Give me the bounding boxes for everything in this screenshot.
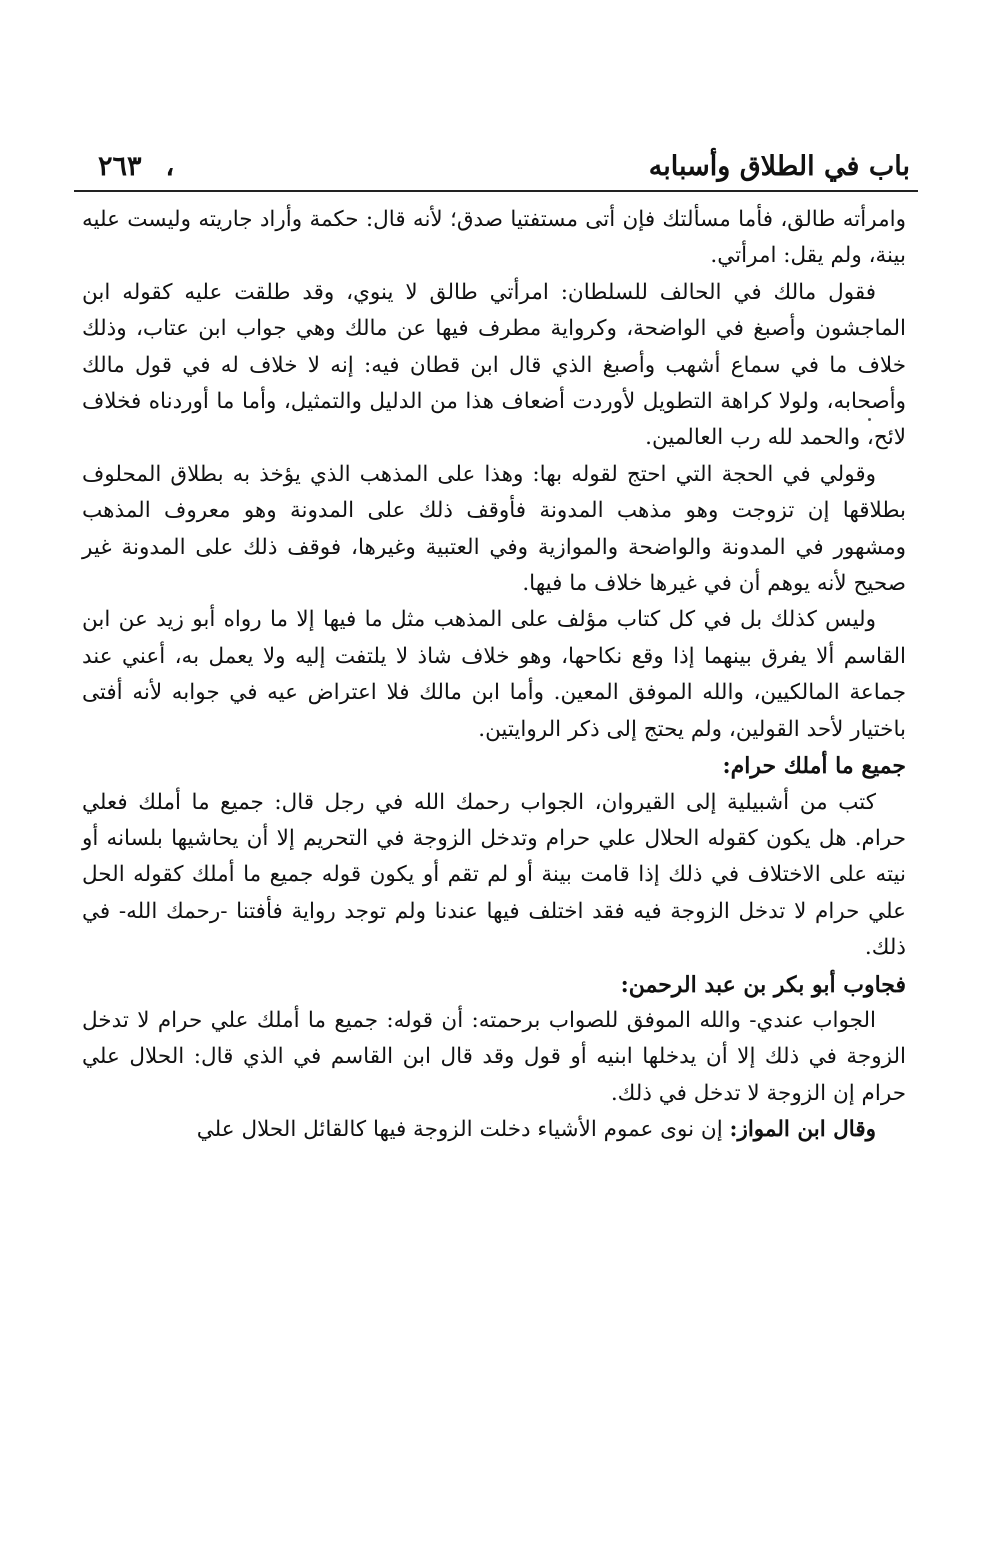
page-number: ٢٦٣ [98,151,142,182]
paragraph: وليس كذلك بل في كل كتاب مؤلف على المذهب مثل ما فيها إلا ما رواه أبو زيد عن ابن القاسم ألا يفرق بينهما إذا وقع نكاحها، وهو خلاف شاذ لا يلتفت إليه ولا يعمل به، أعني عند جماعة المالكيين، والله الموفق المعين. وأما ابن مالك فلا اعتراض عيه في جوابه لأنه أفتى باختيار لأحد القولين، ولم يحتج إلى ذكر الروايتين. [82,607,906,742]
margin-dot [868,418,871,421]
section-heading: جميع ما أملك حرام: [722,753,906,780]
body-text [82,202,906,1149]
header-mark: ، [165,151,175,182]
paragraph-text: إن نوى عموم الأشياء دخلت الزوجة فيها كالقائل الحلال علي [196,1117,730,1143]
chapter-title: باب في الطلاق وأسبابه [648,151,910,182]
paragraph [82,1112,906,1148]
page-number-group [98,150,174,184]
paragraph: كتب من أشبيلية إلى القيروان، الجواب رحمك الله في رجل قال: جميع ما أملك فعلي حرام. هل يكون كقوله الحلال علي حرام وتدخل الزوجة في التحريم إلا أن يحاشيها بلسانه أو نيته على الاختلاف في ذلك إذا قامت بينة أو لم تقم أو يكون قوله جميع ما أملك كقوله الحل علي حرام لا تدخل الزوجة فيه فقد اختلف فيها عندنا ولم توجد رواية فأفتنا -رحمك الله- في ذلك. [82,789,906,961]
paragraph: الجواب عندي- والله الموفق للصواب برحمته: أن قوله: جميع ما أملك علي حرام لا تدخل الزوجة في ذلك إلا أن يدخلها ابنيه أو قول وقد قال ابن القاسم في الذي قال: الحلال علي حرام إن الزوجة لا تدخل في ذلك. [82,1007,906,1106]
paragraph: وامرأته طالق، فأما مسألتك فإن أتى مستفتيا صدق؛ لأنه قال: حكمة وأراد جاريته وليست عليه بينة، ولم يقل: امرأتي. [82,207,906,269]
running-header [80,150,910,184]
paragraph-lead: وقال ابن المواز: [729,1117,876,1143]
section-heading: فجاوب أبو بكر بن عبد الرحمن: [620,971,906,998]
paragraph: فقول مالك في الحالف للسلطان: امرأتي طالق لا ينوي، وقد طلقت عليه كقوله ابن الماجشون وأصبغ في الواضحة، وكرواية مطرف فيها عن مالك وهي جواب ابن عتاب، وذلك خلاف ما في سماع أشهب وأصبغ الذي قال ابن قطان فيه: إنه لا خلاف له في قول مالك وأصحابه، ولولا كراهة التطويل لأوردت أضعاف هذا من الدليل والتمثيل، وأما ما أوردناه فخلاف لائح، والحمد لله رب العالمين. [82,279,906,451]
header-rule [74,190,918,192]
paragraph: وقولي في الحجة التي احتج لقوله بها: وهذا على المذهب الذي يؤخذ به بطلاق المحلوف بطلاقها إن تزوجت وهو مذهب المدونة فأوقف ذلك على المدونة وهو معروف المذهب ومشهور في المدونة والواضحة والموازية وفي العتبية وغيرها، فوقف ذلك على المدونة غير صحيح لأنه يوهم أن في غيرها خلاف ما فيها. [82,461,906,597]
